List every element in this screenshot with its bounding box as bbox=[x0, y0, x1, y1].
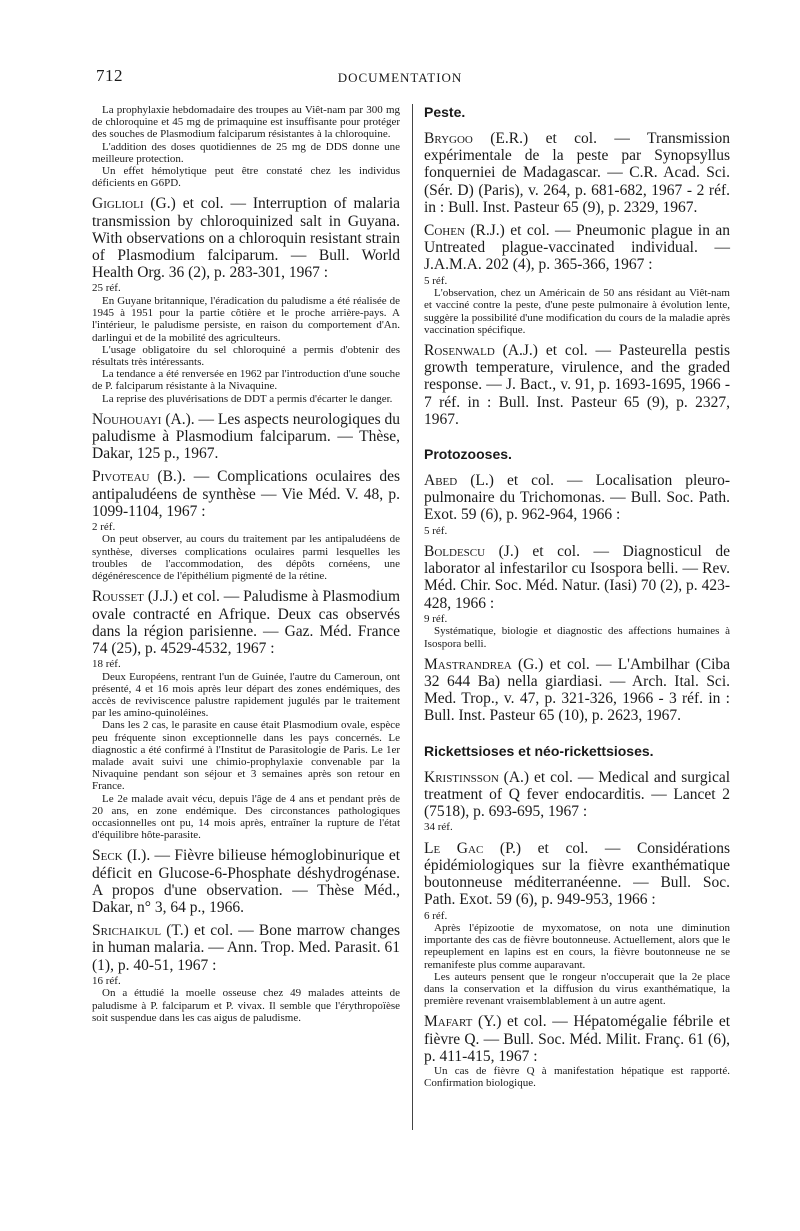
page-number: 712 bbox=[96, 66, 123, 85]
citation-text: et col. — Pneumonic plague in an Untreated plague-vaccinated individual. — J.A.M.A. 202 (4), p. 365-366, 1967 : bbox=[424, 222, 730, 274]
bibliography-entry bbox=[424, 769, 730, 834]
abstract-paragraph: L'usage obligatoire du sel chloroquiné a permis d'obtenir des résultats très intéressants. bbox=[92, 343, 400, 368]
reference-count: 6 réf. bbox=[424, 909, 448, 922]
abstract-paragraph: Systématique, biologie et diagnostic des affections humaines à Isospora belli. bbox=[424, 625, 730, 650]
author: Pivoteau (B.). bbox=[92, 468, 186, 486]
author: Mastrandrea (G.) bbox=[424, 655, 544, 673]
intro-paragraph: La prophylaxie hebdomadaire des troupes au Viêt-nam par 300 mg de chloroquine et 45 mg de primaquine est insuffisante pour protéger des souches de Plasmodium falciparum résistantes à la chloroquine. bbox=[92, 104, 400, 141]
bibliography-entry bbox=[92, 922, 400, 1024]
citation-text: et col. — Transmission expérimentale de la peste par Synopsyllus fonquerniei de Madagascar. — C.R. Acad. Sci. (Sér. D) (Paris), v. 264, p. 681-682, 1967 - 2 réf. in : Bull. Inst. Pasteur 65 (9), p. 2329, 1967. bbox=[424, 130, 730, 216]
citation bbox=[424, 1013, 730, 1065]
bibliography-entry bbox=[424, 472, 730, 537]
reference-count: 5 réf. bbox=[424, 274, 448, 287]
citation-text: — Les aspects neurologiques du paludisme à Plasmodium falciparum. — Thèse, Dakar, 125 p., 1967. bbox=[92, 410, 400, 463]
citation-text: — Complications oculaires des antipaludéens de synthèse — Vie Méd. V. 48, p. 1099-1104, 1967 : bbox=[92, 468, 400, 520]
citation-text: et col. — Localisation pleuro-pulmonaire du Trichomonas. — Bull. Soc. Path. Exot. 59 (6), p. 962-964, 1966 : bbox=[424, 471, 730, 524]
abstract-paragraph: On a éttudié la moelle osseuse chez 49 malades atteints de paludisme à P. falciparum et P. vivax. Il semble que l'érythropoïèse soit suspendue dans les cas aigus de paludisme. bbox=[92, 987, 400, 1024]
bibliography-entry bbox=[92, 411, 400, 463]
citation bbox=[92, 468, 400, 520]
abstract-paragraph: Dans les 2 cas, le parasite en cause était Plasmodium ovale, espèce peu fréquente sinon exceptionnelle dans les pays concernés. Le diagnostic a été confirmé à l'Institut de Parasitologie de Paris. Le 1er malade avait suivi une chimio-prophylaxie convenable par la Nivaquine pendant son séjour et 3 semaines après son retour en France. bbox=[92, 719, 400, 793]
citation bbox=[92, 922, 400, 974]
intro-paragraph: L'addition des doses quotidiennes de 25 mg de DDS donne une meilleure protection. bbox=[92, 140, 400, 165]
citation bbox=[424, 656, 730, 725]
left-column bbox=[92, 104, 400, 1030]
author: Srichaikul (T.) bbox=[92, 922, 189, 940]
bibliography-entry bbox=[92, 847, 400, 916]
author: Boldescu (J.) bbox=[424, 543, 519, 561]
citation bbox=[424, 769, 730, 821]
citation-text: et col. — Hépatomégalie fébrile et fièvre Q. — Bull. Soc. Méd. Milit. Franç. 61 (6), p. 411-415, 1967 : bbox=[424, 1013, 731, 1065]
author: Rosenwald (A.J.) bbox=[424, 341, 538, 359]
citation bbox=[424, 342, 730, 428]
abstract-paragraph: Deux Européens, rentrant l'un de Guinée, l'autre du Cameroun, ont présenté, 4 et 16 mois après leur départ des zones endémiques, des accès de reviviscence palustre rapidement jugulés par le traitement par les amino-quinoléines. bbox=[92, 670, 400, 720]
abstract-paragraph: La tendance a été renversée en 1962 par l'introduction d'une souche de P. falciparum résistante à la Nivaquine. bbox=[92, 368, 400, 393]
reference-count: 2 réf. bbox=[92, 520, 116, 533]
author: Brygoo (E.R.) bbox=[424, 130, 529, 147]
author: Kristinsson (A.) bbox=[424, 768, 530, 786]
bibliography-entry bbox=[92, 588, 400, 841]
citation bbox=[92, 411, 400, 463]
section-heading-peste: Peste. bbox=[424, 104, 466, 120]
running-head: DOCUMENTATION bbox=[337, 70, 463, 85]
author: Cohen (R.J.) bbox=[424, 222, 505, 240]
abstract-paragraph: On peut observer, au cours du traitement par les antipaludéens de synthèse, diverses complications oculaires parmi lesquelles les troubles de l'accommodation, des dépôts cornéens, une dégénérescence de l'épithélium pigmenté de la rétine. bbox=[92, 533, 400, 583]
bibliography-entry bbox=[424, 1013, 730, 1089]
author: Rousset (J.J.) bbox=[92, 588, 178, 606]
citation bbox=[92, 195, 400, 281]
citation bbox=[424, 472, 730, 524]
abstract-paragraph: Un cas de fièvre Q à manifestation hépatique est rapporté. Confirmation biologique. bbox=[424, 1065, 730, 1090]
right-column bbox=[424, 104, 730, 1095]
citation-text: — Fièvre bilieuse hémoglobinurique et déficit en Glucose-6-Phosphate déshydrogénase. A propos d'une observation. — Thèse Méd., Dakar, n° 3, 64 p., 1966. bbox=[92, 847, 401, 917]
citation bbox=[424, 840, 730, 909]
bibliography-entry bbox=[424, 342, 730, 428]
author: Mafart (Y.) bbox=[424, 1013, 502, 1031]
citation-text: et col. — Diagnosticul de laborator al infestarilor cu Isospora belli. — Rev. Méd. Chir. Soc. Méd. Natur. (Iasi) 70 (2), p. 423-428, 1966 : bbox=[424, 543, 730, 612]
abstract-paragraph: Les auteurs pensent que le rongeur n'occuperait que la 2e place dans la conservation et la diffusion du virus exanthématique, la première revenant vraisemblablement à un autre agent. bbox=[424, 970, 730, 1008]
citation-text: et col. — Considérations épidémiologiques sur la fièvre exanthématique boutonneuse méditerranéenne. — Bull. Soc. Path. Exot. 59 (6), p. 949-953, 1966 : bbox=[424, 839, 730, 909]
bibliography-entry bbox=[424, 543, 730, 650]
abstract-paragraph: En Guyane britannique, l'éradication du paludisme a été réalisée de 1945 à 1951 pour la partie côtière et le proche arrière-pays. A l'intérieur, le paludisme persiste, en raison du comportement d'An. darlingui et de la mobilité des agriculteurs. bbox=[92, 294, 400, 344]
section-heading-rickettsioses: Rickettsioses et néo-rickettsioses. bbox=[424, 742, 654, 759]
abstract-paragraph: Après l'épizootie de myxomatose, on nota une diminution importante des cas de fièvre boutonneuse. Actuellement, alors que le repeuplement en lapins est en cours, la fièvre boutonneuse ne se remanifeste plus comme auparavant. bbox=[424, 922, 730, 971]
author: Nouhouayi (A.). bbox=[92, 410, 195, 428]
intro-paragraph: Un effet hémolytique peut être constaté chez les individus déficients en G6PD. bbox=[92, 165, 400, 190]
bibliography-entry bbox=[424, 130, 730, 216]
abstract-paragraph: Le 2e malade avait vécu, depuis l'âge de 4 ans et pendant près de 20 ans, en zone endémique. Des circonstances pathologiques occasionnelles ont pu, 14 mois après, entraîner la rupture de l'état d'équilibre hôte-parasite. bbox=[92, 792, 400, 842]
citation-text: et col. — Paludisme à Plasmodium ovale contracté en Afrique. Deux cas observés dans la région parisienne. — Gaz. Méd. France 74 (25), p. 4529-4532, 1967 : bbox=[92, 588, 401, 657]
reference-count: 16 réf. bbox=[92, 974, 121, 987]
author: Le Gac (P.) bbox=[424, 839, 522, 857]
bibliography-entry bbox=[92, 195, 400, 404]
citation-text: et col. — Bone marrow changes in human malaria. — Ann. Trop. Med. Parasit. 61 (1), p. 40-51, 1967 : bbox=[92, 922, 401, 974]
citation bbox=[92, 847, 400, 916]
reference-count: 5 réf. bbox=[424, 524, 448, 537]
citation bbox=[92, 588, 400, 657]
citation bbox=[424, 130, 730, 216]
reference-count: 34 réf. bbox=[424, 821, 453, 834]
author: Seck (I.). bbox=[92, 847, 151, 865]
column-divider bbox=[412, 104, 413, 1130]
reference-count: 25 réf. bbox=[92, 282, 121, 295]
citation-text: et col. — Interruption of malaria transmission by chloroquinized salt in Guyana. With observations on a chloroquin resistant strain of Plasmodium falciparum. — Bull. World Health Org. 36 (2), p. 283-301, 1967 : bbox=[92, 195, 401, 282]
abstract-paragraph: La reprise des pluvérisations de DDT a permis d'écarter le danger. bbox=[102, 392, 393, 405]
citation-text: et col. — Medical and surgical treatment of Q fever endocarditis. — Lancet 2 (7518), p. 693-695, 1967 : bbox=[424, 768, 731, 820]
abstract-paragraph: L'observation, chez un Américain de 50 ans résidant au Viêt-nam et vacciné contre la peste, d'une peste pulmonaire à évolution lente, suggère la possibilité d'une modification du cours de la maladie après vaccination spécifique. bbox=[424, 287, 730, 336]
citation bbox=[424, 543, 730, 612]
bibliography-entry bbox=[424, 656, 730, 725]
author: Giglioli (G.) bbox=[92, 195, 176, 213]
citation bbox=[424, 222, 730, 274]
bibliography-entry bbox=[424, 222, 730, 336]
citation-text: et col. — Pasteurella pestis growth temperature, virulence, and the graded response. — J. Bact., v. 91, p. 1693-1695, 1966 - 7 réf. in : Bull. Inst. Pasteur 65 (9), p. 2327, 1967. bbox=[424, 341, 730, 428]
reference-count: 9 réf. bbox=[424, 612, 448, 625]
bibliography-entry bbox=[92, 468, 400, 582]
author: Abed (L.) bbox=[424, 471, 494, 489]
bibliography-entry bbox=[424, 840, 730, 1008]
section-heading-protozooses: Protozooses. bbox=[424, 445, 512, 462]
citation-text: et col. — L'Ambilhar (Ciba 32 644 Ba) nella giardiasi. — Arch. Ital. Sci. Med. Trop., v. 47, p. 321-326, 1966 - 3 réf. in : Bull. Inst. Pasteur 65 (10), p. 2623, 1967. bbox=[424, 655, 731, 725]
reference-count: 18 réf. bbox=[92, 658, 121, 671]
